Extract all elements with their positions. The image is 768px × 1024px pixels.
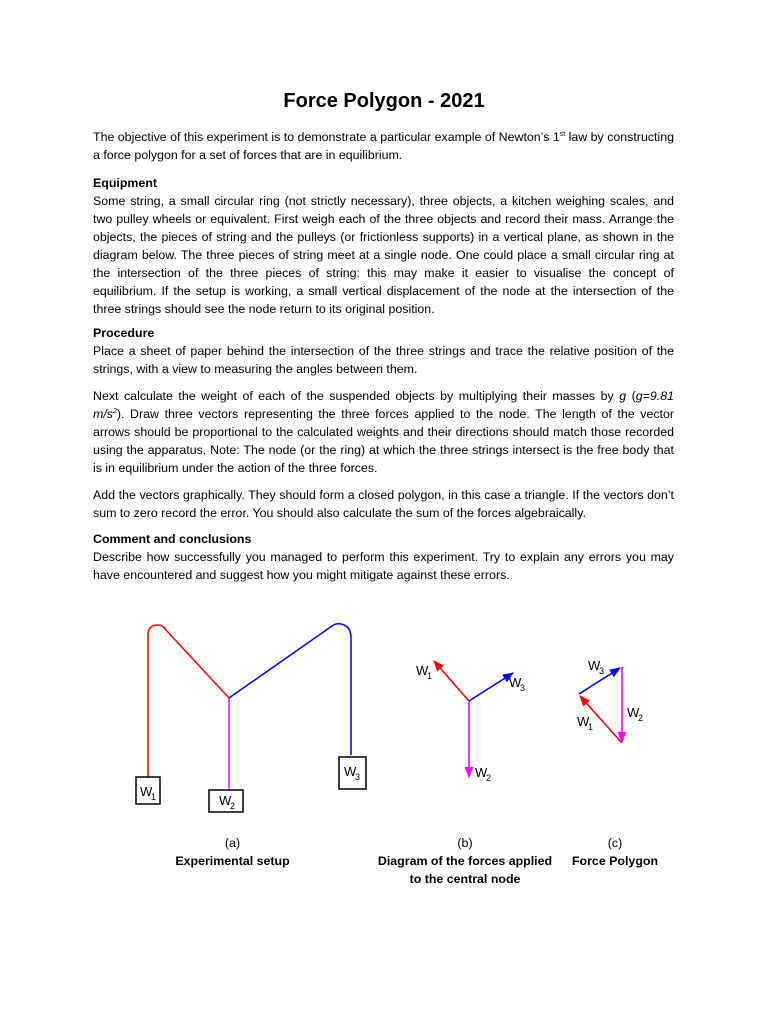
weight-label-w2: W [219, 793, 232, 808]
intro-text-end: law by constructing a force polygon for a set of forces that are in equilibrium. [93, 130, 675, 162]
polygon-label-w2: W [627, 705, 640, 720]
caption-b-label: (b) [457, 836, 473, 850]
paren-open: ( [626, 389, 636, 403]
polygon-label-w1: W [577, 714, 590, 729]
comments-section [93, 530, 674, 584]
caption-a-label: (a) [224, 836, 241, 850]
string-w1 [148, 625, 229, 777]
comments-body: Describe how successfully you managed to perform this experiment. Try to explain any errors you may have encountered and suggest how you might mitigate against these errors. [93, 550, 674, 582]
weight-sub-w2: 2 [230, 801, 236, 811]
force-arrow-w3 [469, 673, 513, 701]
comments-heading: Comment and conclusions [93, 532, 252, 546]
procedure-heading: Procedure [93, 326, 155, 340]
page-title: Force Polygon - 2021 [283, 90, 485, 112]
polygon-sub-w3: 3 [599, 666, 605, 676]
force-sub-w3: 3 [520, 683, 526, 693]
equipment-heading: Equipment [93, 176, 158, 190]
experimental-setup-diagram [136, 624, 366, 812]
gravity-formula-text: g=9.81 m/s [93, 389, 674, 421]
force-sub-w1: 1 [427, 671, 433, 681]
force-polygon [577, 658, 643, 743]
caption-c [555, 834, 675, 870]
weight-sub-w3: 3 [355, 772, 361, 782]
gravity-symbol: g [619, 389, 627, 403]
caption-a-text: Experimental setup [175, 854, 290, 868]
gravity-formula-superscript: 2 [112, 407, 117, 415]
figure-diagrams [0, 600, 768, 830]
caption-b [375, 834, 555, 888]
weight-label-w1: W [140, 784, 153, 799]
intro-paragraph [93, 128, 674, 164]
polygon-sub-w1: 1 [588, 722, 594, 732]
procedure-paragraph-2 [93, 387, 674, 477]
polygon-sub-w2: 2 [638, 713, 644, 723]
procedure-section [93, 324, 674, 378]
weight-label-w3: W [344, 764, 357, 779]
string-w3 [229, 624, 351, 755]
procedure-p2-end: ). Draw three vectors representing the three forces applied to the node. The length of the vector arrows should be proportional to the calculated weights and their directions should match those recorded using the apparatus. Note: The node (or the ring) at which the three strings intersect is the free body that is in equilibrium under the action of the three forces. [93, 407, 674, 475]
force-arrow-w1 [434, 661, 469, 701]
caption-c-label: (c) [607, 836, 623, 850]
force-diagram [416, 661, 525, 783]
caption-b-text: Diagram of the forces applied to the central node [377, 854, 553, 886]
procedure-p2-start: Next calculate the weight of each of the suspended objects by multiplying their masses by [93, 389, 620, 403]
force-label-w2: W [475, 765, 488, 780]
polygon-label-w3: W [588, 658, 601, 673]
intro-superscript: st [559, 130, 566, 138]
procedure-paragraph-3: Add the vectors graphically. They should form a closed polygon, in this case a triangle. If the vectors don’t sum to zero record the error. You should also calculate the sum of the forces algebraically. [93, 488, 674, 520]
force-sub-w2: 2 [486, 773, 492, 783]
equipment-section [93, 174, 674, 318]
intro-text-start: The objective of this experiment is to demonstrate a particular example of Newton’s 1 [93, 130, 560, 144]
force-label-w1: W [416, 663, 429, 678]
force-label-w3: W [509, 675, 522, 690]
equipment-body: Some string, a small circular ring (not strictly necessary), three objects, a kitchen weighing scales, and two pulley wheels or equivalent. First weigh each of the three objects and record their mass. Arrange the objects, the pieces of string and the pulleys (or frictionless supports) in a vertical plane, as shown in the diagram below. The three pieces of string meet at a single node. One could place a small circular ring at the intersection of the three pieces of string: this may make it easier to visualise the concept of equilibrium. If the setup is working, a small vertical displacement of the node at the intersection of the three strings should see the node return to its original position. [93, 194, 674, 316]
weight-sub-w1: 1 [151, 792, 157, 802]
caption-a [150, 834, 315, 870]
caption-c-text: Force Polygon [571, 854, 659, 868]
procedure-paragraph-1: Place a sheet of paper behind the intersection of the three strings and trace the relative position of the strings, with a view to measuring the angles between them. [93, 344, 674, 376]
